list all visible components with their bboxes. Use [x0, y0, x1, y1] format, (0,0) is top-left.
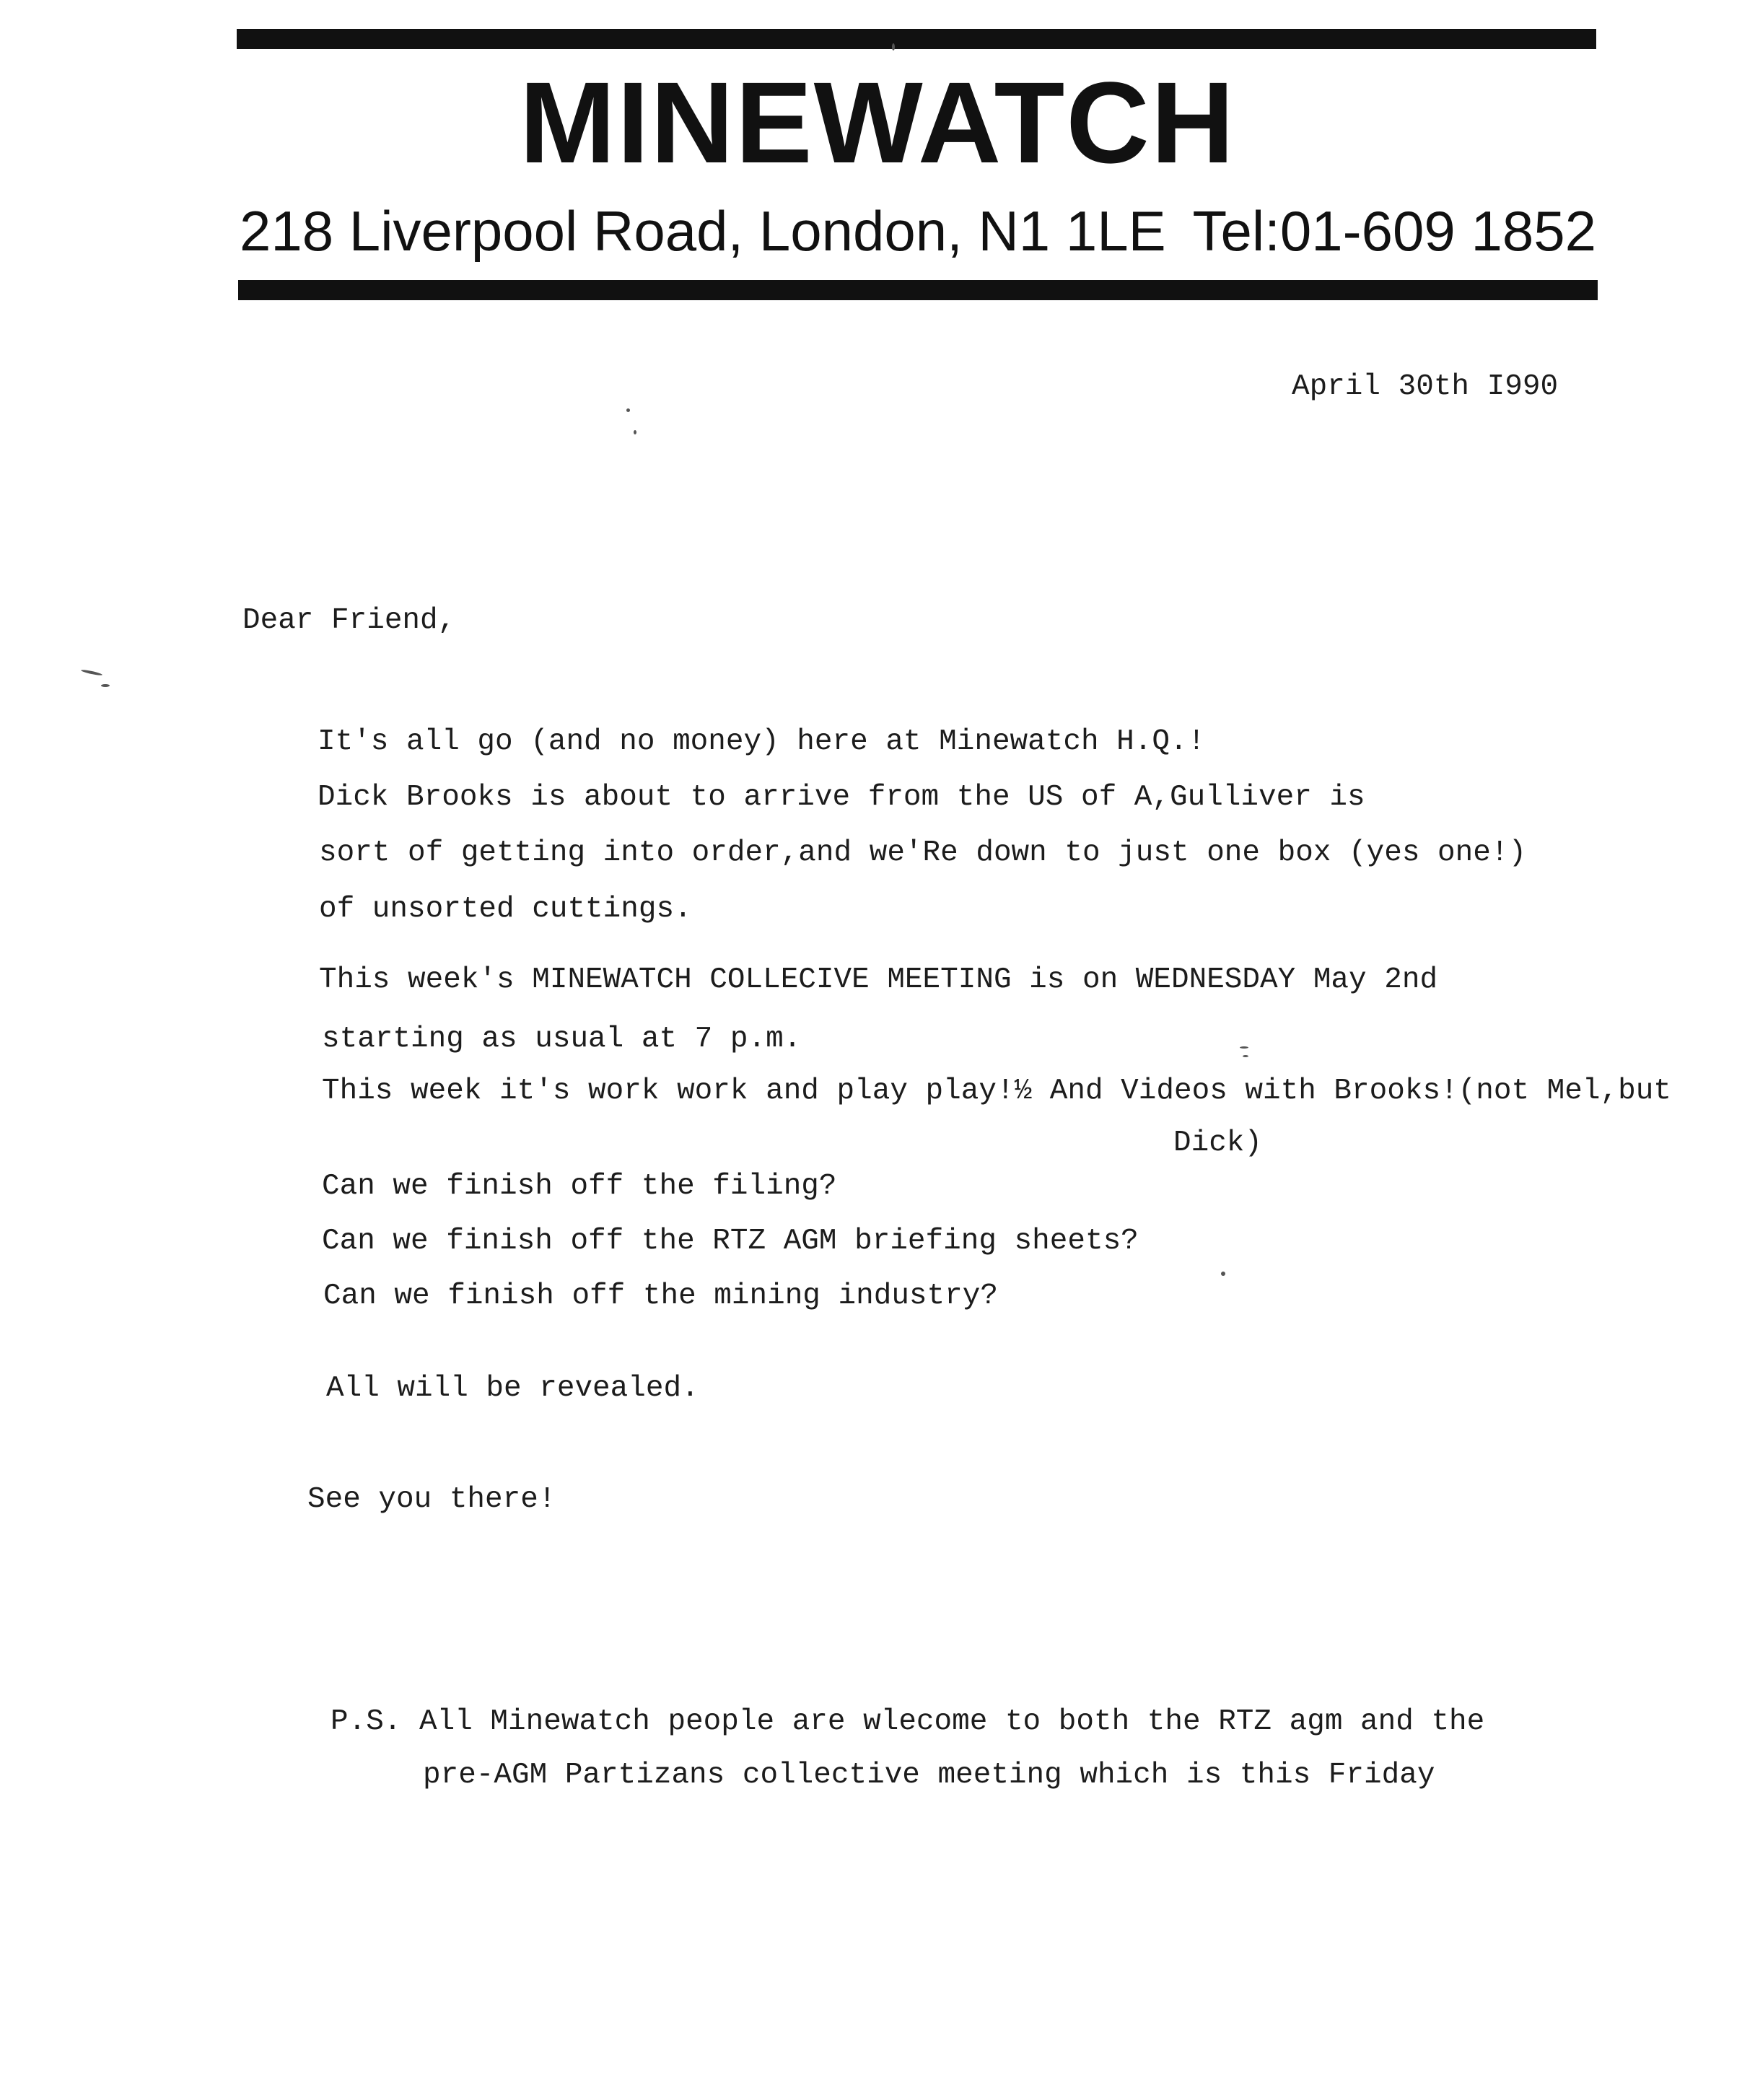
- scan-speck: [892, 43, 895, 51]
- letter-date: April 30th I990: [1292, 370, 1559, 403]
- body-line: Can we finish off the filing?: [322, 1170, 837, 1203]
- postal-address: 218 Liverpool Road, London, N1 1LE: [240, 199, 1166, 263]
- letterhead-bottom-rule: [238, 280, 1598, 300]
- postscript-line: pre-AGM Partizans collective meeting which is this Friday: [423, 1759, 1435, 1792]
- body-line: All will be revealed.: [326, 1372, 699, 1405]
- body-line: This week's MINEWATCH COLLECIVE MEETING is on WEDNESDAY May 2nd: [319, 963, 1438, 997]
- scan-speck: [101, 684, 110, 687]
- body-line: This week it's work work and play play!½ And Videos with Brooks!(not Mel,but: [322, 1075, 1671, 1108]
- body-line: of unsorted cuttings.: [319, 893, 692, 926]
- scan-speck: [1221, 1272, 1225, 1276]
- organisation-name: MINEWATCH: [519, 58, 1236, 187]
- scan-speck: [1240, 1046, 1248, 1049]
- body-line: It's all go (and no money) here at Minewatch H.Q.!: [318, 725, 1206, 758]
- letterhead-address-line: [240, 195, 1596, 267]
- body-line: Can we finish off the mining industry?: [323, 1279, 998, 1313]
- scan-speck: [626, 408, 630, 412]
- body-line: Can we finish off the RTZ AGM briefing sheets?: [322, 1225, 1139, 1258]
- sign-off: See you there!: [307, 1483, 556, 1516]
- telephone-number: Tel:01-609 1852: [1192, 199, 1596, 263]
- scan-speck: [81, 669, 102, 676]
- body-line: Dick Brooks is about to arrive from the US of A,Gulliver is: [318, 781, 1365, 814]
- letterhead-top-rule: [237, 29, 1596, 49]
- postscript-line: P.S. All Minewatch people are wlecome to both the RTZ agm and the: [331, 1705, 1485, 1738]
- salutation: Dear Friend,: [242, 604, 456, 637]
- body-line: starting as usual at 7 p.m.: [322, 1023, 802, 1056]
- body-line: sort of getting into order,and we'Re down to just one box (yes one!): [319, 836, 1527, 870]
- scan-speck: [634, 430, 636, 434]
- body-line: Dick): [1173, 1126, 1263, 1160]
- scan-speck: [1243, 1055, 1248, 1057]
